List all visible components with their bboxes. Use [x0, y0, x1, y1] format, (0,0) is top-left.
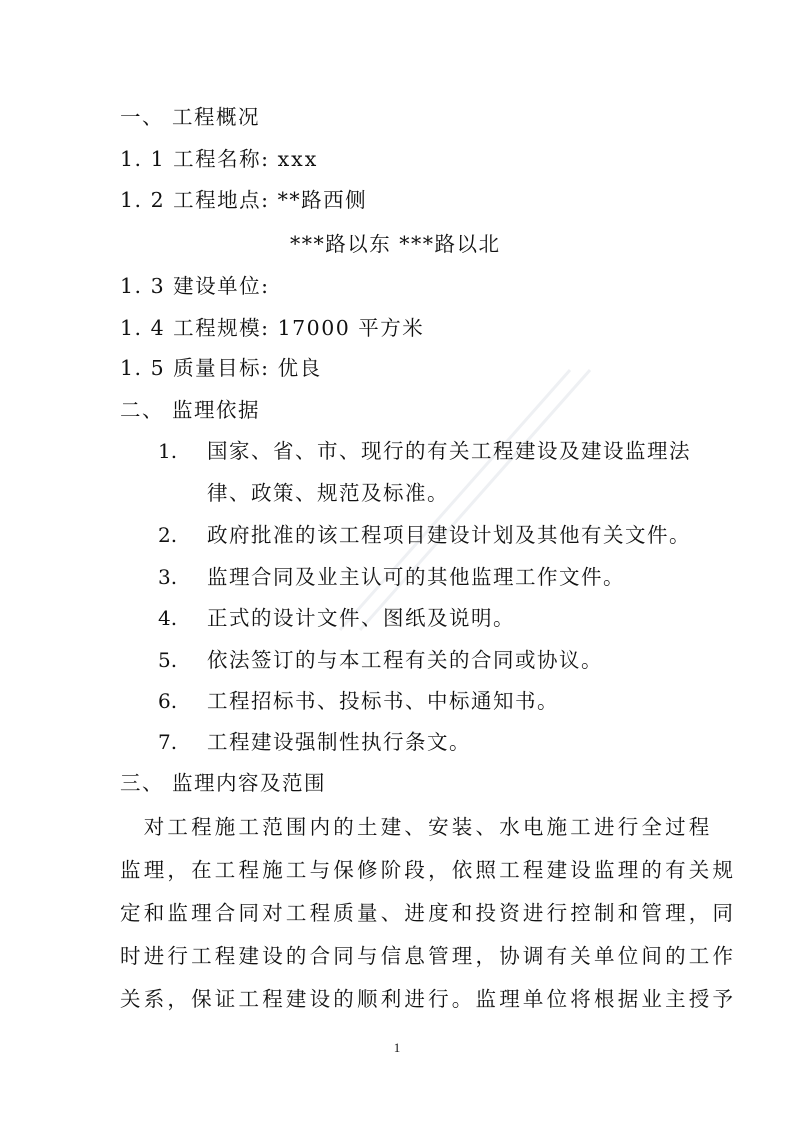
paragraph-line: 定和监理合同对工程质量、进度和投资进行控制和管理，同	[120, 901, 737, 925]
list-number: 2.	[158, 523, 178, 547]
list-text: 工程建设强制性执行条文。	[207, 730, 471, 754]
info-row	[120, 354, 322, 382]
info-row-continuation	[290, 230, 501, 258]
list-number: 5.	[158, 648, 178, 672]
paragraph-line: 监理，在工程施工与保修阶段，依照工程建设监理的有关规	[120, 858, 737, 882]
list-number: 1.	[158, 439, 178, 463]
list-number: 6.	[158, 689, 178, 713]
info-label: 1. 4 工程规模:	[120, 316, 270, 340]
info-label: 1. 5 质量目标:	[120, 356, 270, 380]
info-value: **路西侧	[277, 188, 368, 212]
list-text: 依法签订的与本工程有关的合同或协议。	[207, 648, 603, 672]
list-number: 4.	[158, 606, 178, 630]
list-text: 政府批准的该工程项目建设计划及其他有关文件。	[207, 523, 691, 547]
paragraph-line: 时进行工程建设的合同与信息管理，协调有关单位间的工作	[120, 944, 737, 968]
info-row	[120, 314, 424, 342]
list-text: 律、政策、规范及标准。	[207, 481, 449, 505]
list-text: 工程招标书、投标书、中标通知书。	[207, 689, 559, 713]
body-paragraph	[120, 806, 737, 1021]
paragraph-line: 关系，保证工程建设的顺利进行。监理单位将根据业主授予	[120, 987, 737, 1011]
list-text: 正式的设计文件、图纸及说明。	[207, 606, 515, 630]
paragraph-line: 对工程施工范围内的土建、安装、水电施工进行全过程	[120, 815, 713, 839]
info-label: 1. 2 工程地点:	[120, 188, 270, 212]
section-heading-2: 二、 监理依据	[120, 398, 261, 422]
list-number: 3.	[158, 565, 178, 589]
info-row	[120, 272, 270, 300]
section-heading-1: 一、 工程概况	[120, 105, 261, 129]
info-label: 1. 1 工程名称:	[120, 147, 270, 171]
section-heading-3: 三、 监理内容及范围	[120, 771, 327, 795]
info-label: 1. 3 建设单位:	[120, 274, 270, 298]
info-row	[120, 186, 367, 214]
list-text: 国家、省、市、现行的有关工程建设及建设监理法	[207, 439, 691, 463]
list-number: 7.	[158, 730, 178, 754]
info-value: ***路以东 ***路以北	[290, 232, 501, 256]
page-number: 1	[393, 1040, 401, 1055]
info-row	[120, 145, 318, 173]
info-value: 17000 平方米	[277, 316, 425, 340]
info-value: 优良	[277, 356, 322, 380]
info-value: xxx	[277, 147, 319, 171]
list-text: 监理合同及业主认可的其他监理工作文件。	[207, 565, 625, 589]
